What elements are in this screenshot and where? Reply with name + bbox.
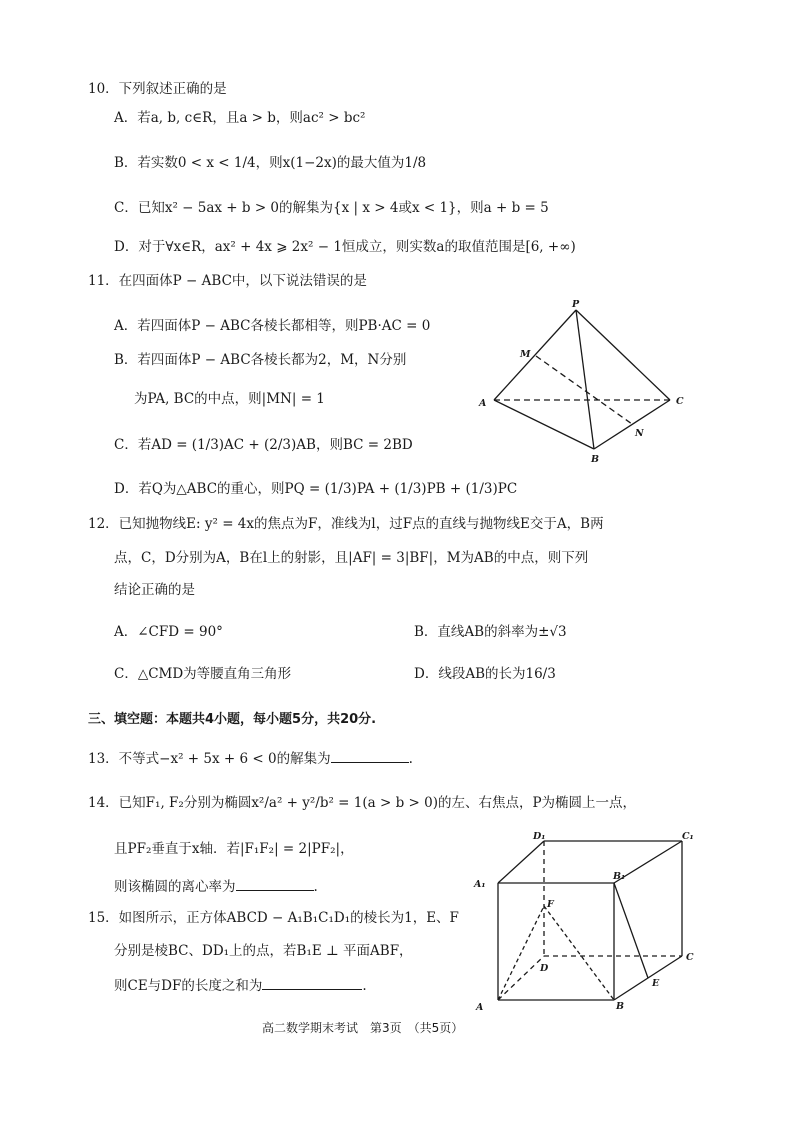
cube-label-a: A	[476, 1002, 484, 1013]
q14-text: 则该椭圆的离心率为	[114, 879, 236, 895]
q12-option-c: C．△CMD为等腰直角三角形	[114, 666, 292, 682]
tetra-label-n: N	[635, 428, 644, 439]
cube-label-c1: C₁	[682, 831, 694, 842]
cube-label-b1: B₁	[613, 871, 626, 882]
cube-label-d1: D₁	[533, 831, 546, 842]
q14-answer-blank[interactable]	[236, 876, 314, 891]
q12-stem-line2: 点，C，D分别为A，B在l上的射影，且|AF| = 3|BF|，M为AB的中点，则下列	[114, 550, 589, 566]
q12-stem-line1: 12．已知抛物线E: y² = 4x的焦点为F，准线为l，过F点的直线与抛物线E交于A，B两	[88, 516, 604, 532]
q12-option-d: D．线段AB的长为16/3	[414, 666, 556, 682]
q11-option-d: D．若Q为△ABC的重心，则PQ = (1/3)PA + (1/3)PB + (1/3)PC	[114, 481, 518, 497]
q10-stem: 10．下列叙述正确的是	[88, 81, 227, 97]
tetra-label-m: M	[520, 349, 531, 360]
q15-period: .	[362, 978, 367, 994]
q13-answer-blank[interactable]	[331, 748, 409, 763]
tetrahedron-figure	[470, 296, 700, 471]
cube-label-f: F	[547, 899, 554, 910]
q10-option-a: A．若a, b, c∈R，且a > b，则ac² > bc²	[114, 110, 366, 126]
cube-label-e: E	[652, 978, 660, 989]
tetra-label-c: C	[676, 396, 684, 407]
page-footer: 高二数学期末考试 第3页 （共5页）	[262, 1021, 464, 1035]
q15-stem-line2: 分别是棱BC、DD₁上的点，若B₁E ⊥ 平面ABF，	[114, 943, 413, 959]
q13-stem	[88, 748, 413, 768]
cube-label-b: B	[616, 1001, 625, 1012]
cube-figure	[470, 828, 700, 1013]
q11-option-c: C．若AD = (1/3)AC + (2/3)AB，则BC = 2BD	[114, 437, 413, 453]
q10-option-b: B．若实数0 < x < 1/4，则x(1−2x)的最大值为1/8	[114, 155, 427, 171]
q15-stem-line3	[114, 975, 367, 995]
q12-option-a: A．∠CFD = 90°	[114, 624, 223, 640]
q14-stem-line2: 且PF₂垂直于x轴．若|F₁F₂| = 2|PF₂|，	[114, 841, 354, 857]
q14-stem-line3	[114, 876, 318, 896]
q11-stem: 11．在四面体P − ABC中，以下说法错误的是	[88, 273, 367, 289]
cube-label-c: C	[686, 952, 694, 963]
q13-period: .	[408, 751, 413, 767]
tetra-label-a: A	[479, 398, 487, 409]
q15-answer-blank[interactable]	[262, 975, 362, 990]
q14-period: .	[313, 879, 318, 895]
q11-option-a: A．若四面体P − ABC各棱长都相等，则PB·AC = 0	[114, 318, 431, 334]
q11-option-b-line2: 为PA, BC的中点，则|MN| = 1	[134, 391, 325, 407]
tetra-label-p: P	[572, 299, 580, 310]
q10-option-d: D．对于∀x∈R，ax² + 4x ⩾ 2x² − 1恒成立，则实数a的取值范围是[6, +∞)	[114, 239, 576, 255]
q12-option-b: B．直线AB的斜率为±√3	[414, 624, 567, 640]
q15-stem-line1: 15．如图所示，正方体ABCD − A₁B₁C₁D₁的棱长为1，E、F	[88, 910, 459, 926]
q12-stem-line3: 结论正确的是	[114, 582, 195, 598]
section-fill-in-header: 三、填空题：本题共4小题，每小题5分，共20分.	[88, 712, 377, 727]
q14-stem-line1: 14．已知F₁, F₂分别为椭圆x²/a² + y²/b² = 1(a > b > 0)的左、右焦点，P为椭圆上一点，	[88, 795, 637, 811]
q13-text: 13．不等式−x² + 5x + 6 < 0的解集为	[88, 751, 331, 767]
q10-option-c: C．已知x² − 5ax + b > 0的解集为{x | x > 4或x < 1}，则a + b = 5	[114, 200, 549, 216]
cube-label-a1: A₁	[474, 879, 486, 890]
tetra-label-b: B	[591, 454, 600, 465]
cube-label-d: D	[540, 963, 549, 974]
q15-text: 则CE与DF的长度之和为	[114, 978, 263, 994]
q11-option-b-line1: B．若四面体P − ABC各棱长都为2，M，N分别	[114, 352, 407, 368]
